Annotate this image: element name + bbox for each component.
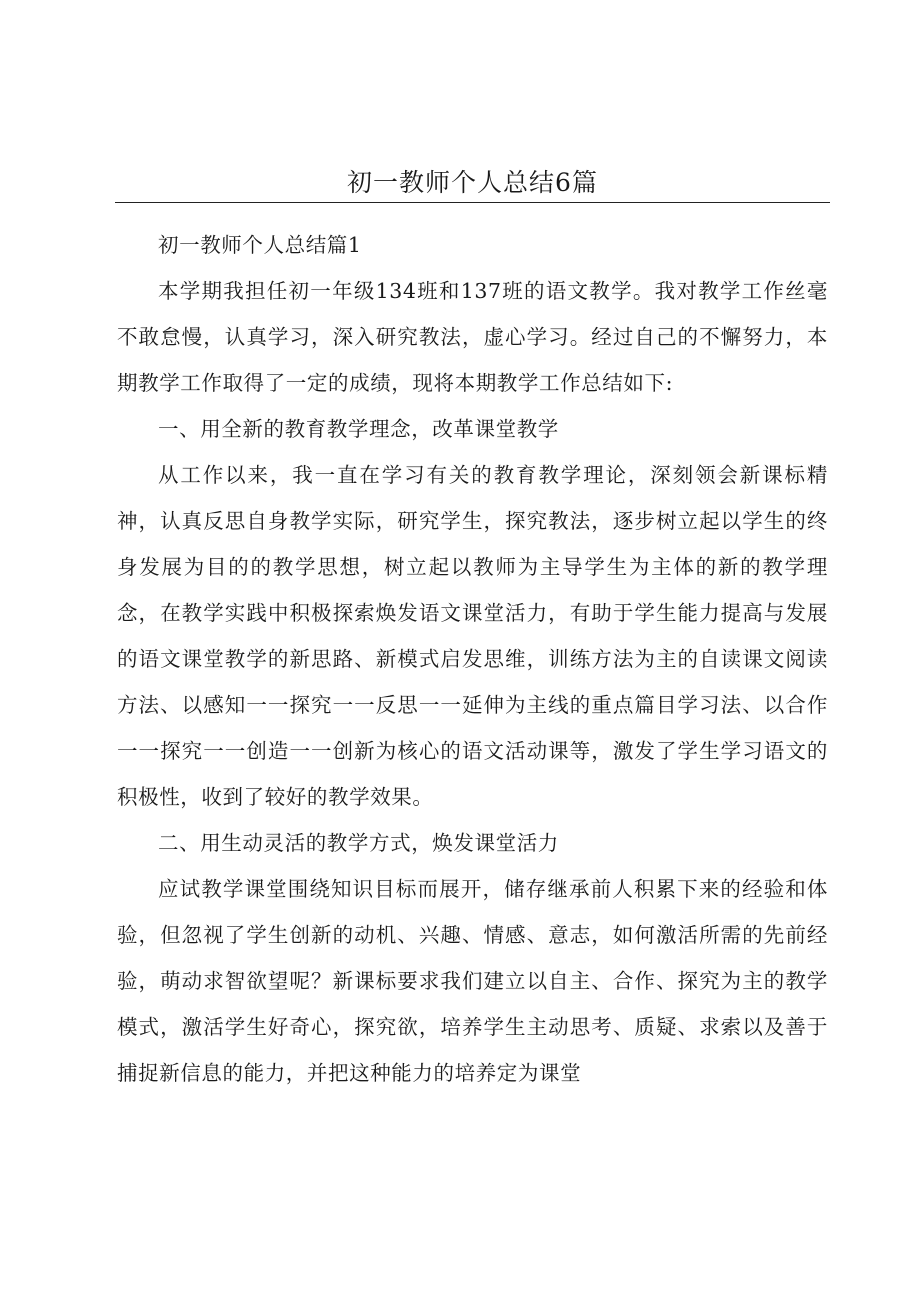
intro-paragraph: 本学期我担任初一年级134班和137班的语文教学。我对教学工作丝毫不敢怠慢，认真学习，深入研究教法，虚心学习。经过自己的不懈努力，本期教学工作取得了一定的成绩，现将本期教学工作总结如下: (117, 279, 828, 395)
document-title: 初一教师个人总结6篇 (347, 168, 598, 197)
body-paragraph-2: 应试教学课堂围绕知识目标而展开，储存继承前人积累下来的经验和体验，但忽视了学生创新的动机、兴趣、情感、意志，如何激活所需的先前经验，萌动求智欲望呢？新课标要求我们建立以自主、合作、探究为主的教学模式，激活学生好奇心，探究欲，培养学生主动思考、质疑、求索以及善于捕捉新信息的能力，并把这种能力的培养定为课堂 (117, 877, 828, 1085)
document-body (117, 222, 828, 1096)
title-divider (115, 202, 830, 203)
section-heading-1: 一、用全新的教育教学理念，改革课堂教学 (158, 417, 559, 441)
section-heading-2: 二、用生动灵活的教学方式，焕发课堂活力 (158, 831, 559, 855)
body-paragraph-1: 从工作以来，我一直在学习有关的教育教学理论，深刻领会新课标精神，认真反思自身教学实际，研究学生，探究教法，逐步树立起以学生的终身发展为目的的教学思想，树立起以教师为主导学生为主体的新的教学理念，在教学实践中积极探索焕发语文课堂活力，有助于学生能力提高与发展的语文课堂教学的新思路、新模式启发思维，训练方法为主的自读课文阅读方法、以感知一一探究一一反思一一延伸为主线的重点篇目学习法、以合作一一探究一一创造一一创新为核心的语文活动课等，激发了学生学习语文的积极性，收到了较好的教学效果。 (117, 463, 828, 809)
section-heading-article-1: 初一教师个人总结篇1 (158, 233, 362, 257)
